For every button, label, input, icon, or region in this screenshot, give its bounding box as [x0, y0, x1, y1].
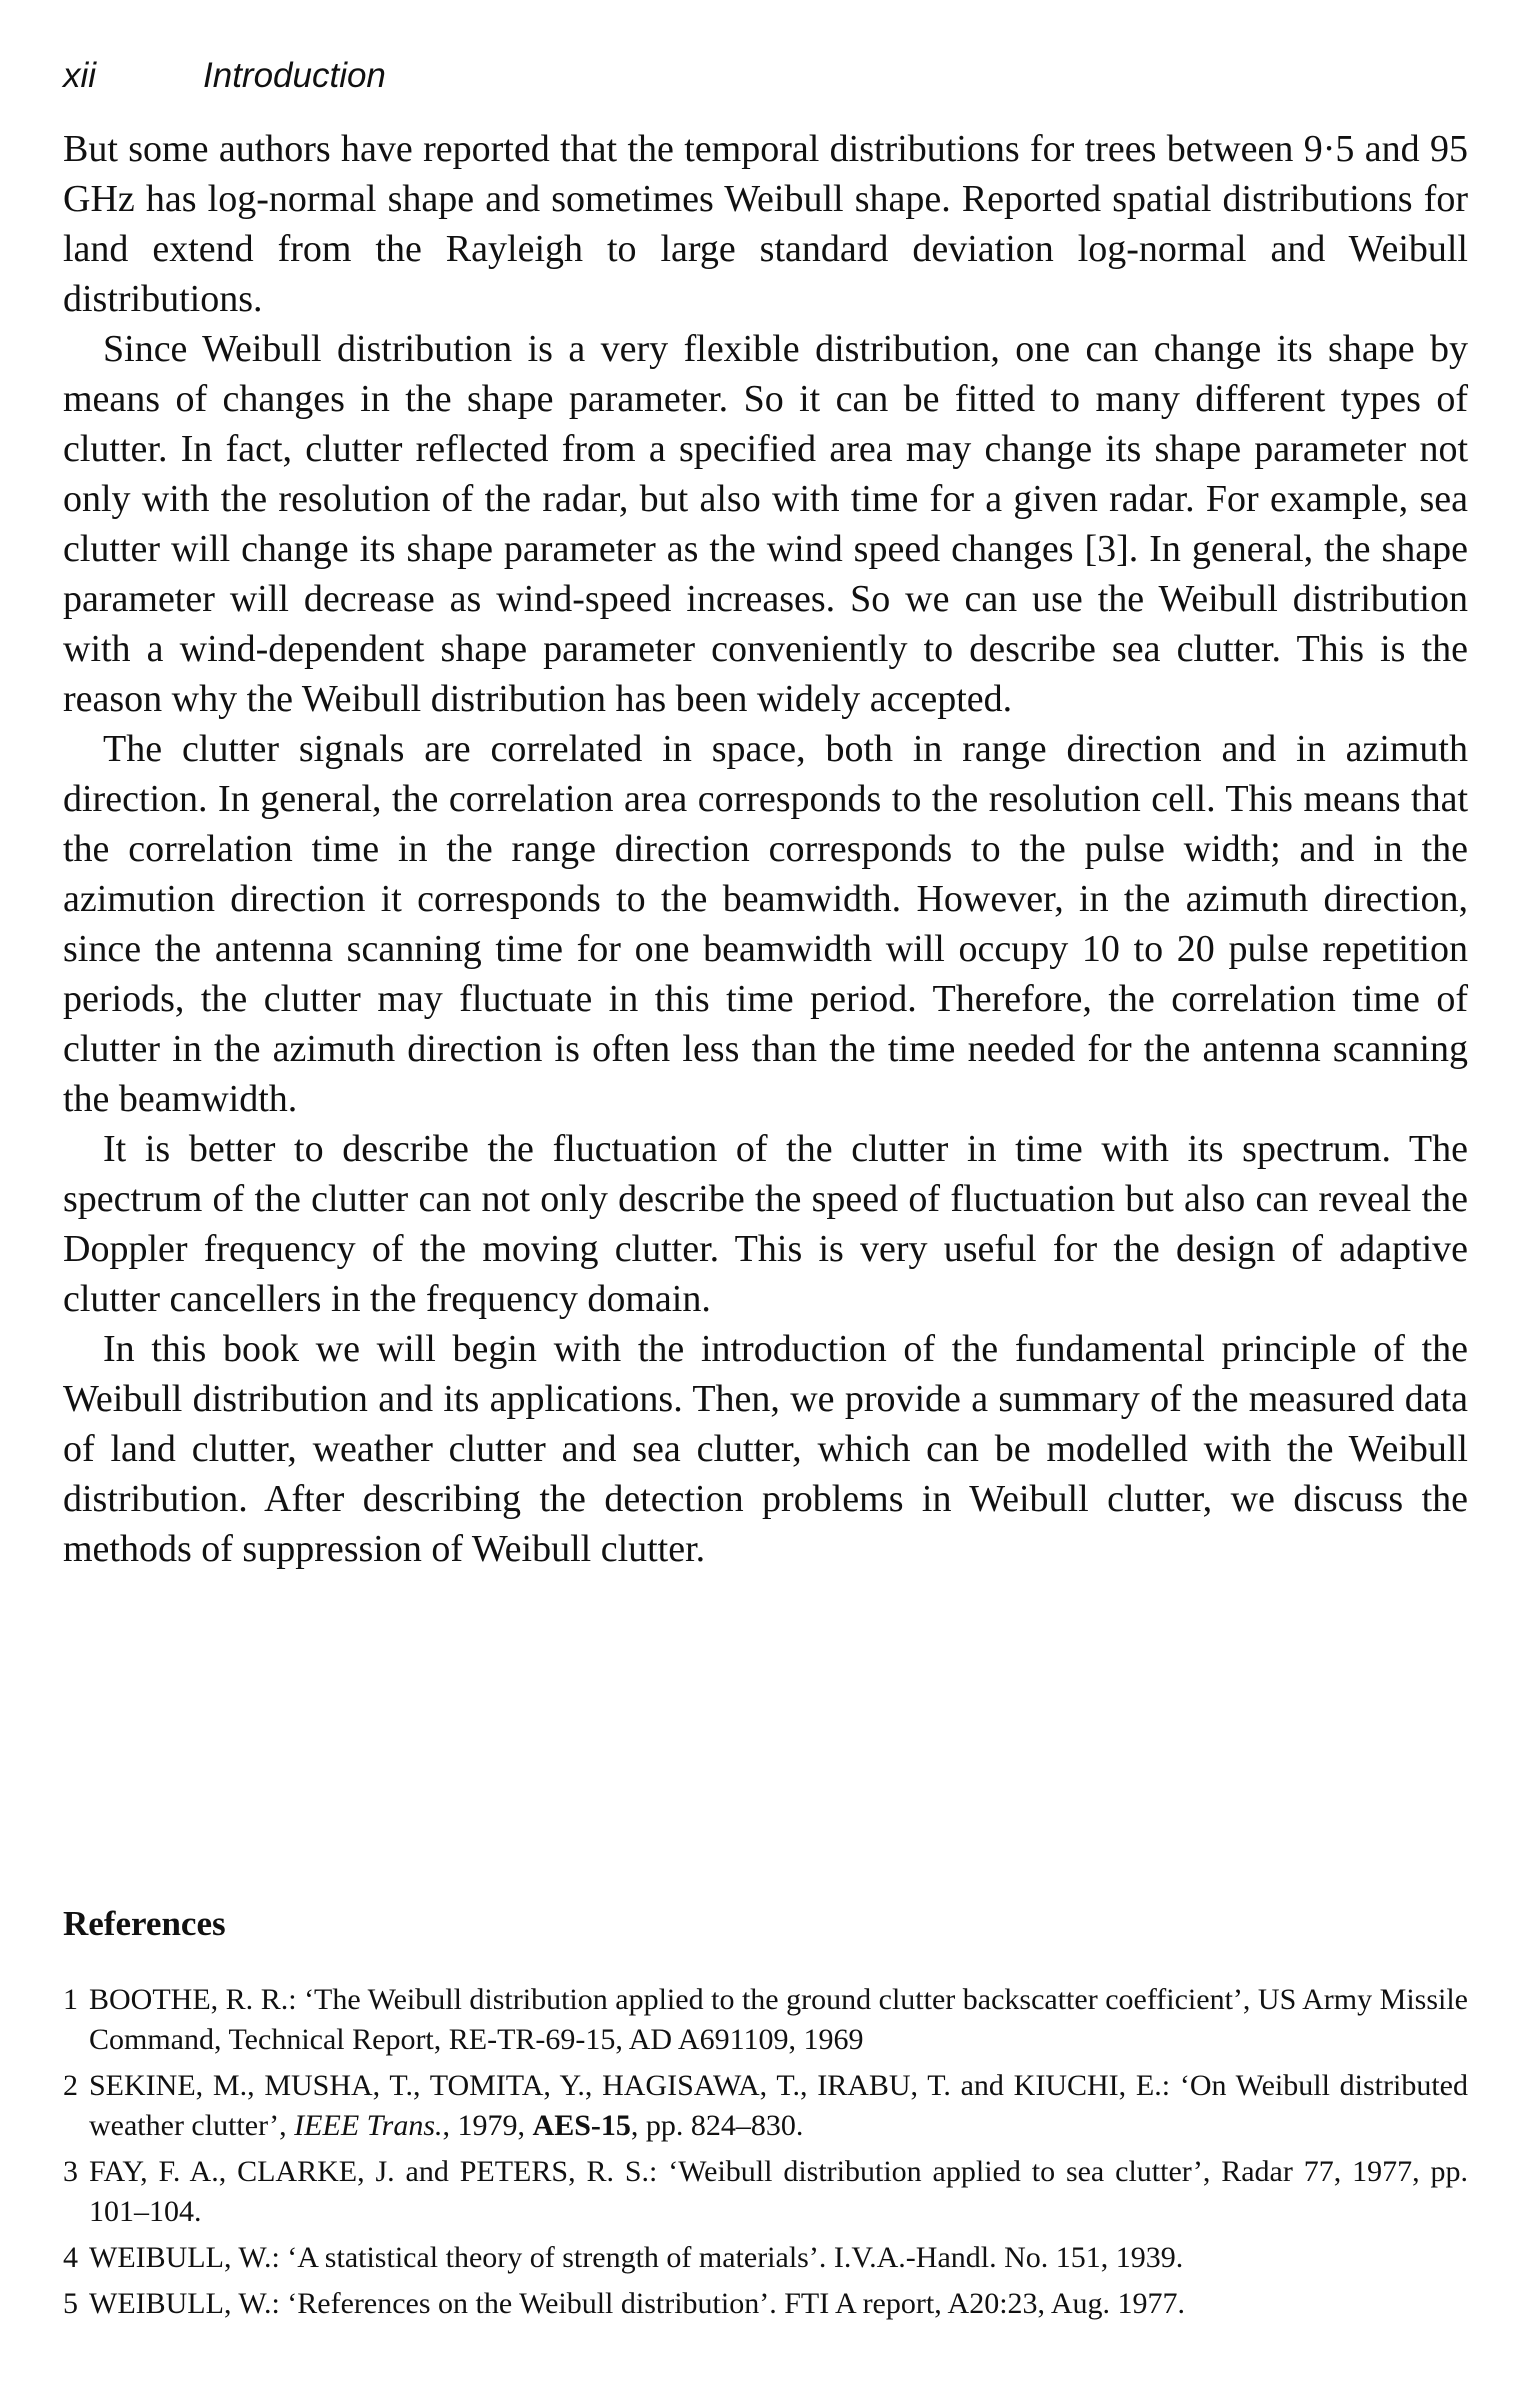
journal-title: IEEE Trans.: [294, 2109, 443, 2142]
paragraph: The clutter signals are correlated in space, both in range direction and in azimuth direction. In general, the correlation area corresponds to the resolution cell. This means that the correlation time in the range direction corresponds to the pulse width; and in the azimution direction it corresponds to the beamwidth. However, in the azimuth direction, since the antenna scanning time for one beamwidth will occupy 10 to 20 pulse repetition periods, the clutter may fluctuate in this time period. Therefore, the correlation time of clutter in the azimuth direction is often less than the time needed for the antenna scanning the beamwidth.: [63, 728, 1468, 1120]
reference-text: WEIBULL, W.: ‘A statistical theory of strength of materials’. I.V.A.-Handl. No. 151, 1939.: [89, 2241, 1184, 2274]
paragraph: It is better to describe the fluctuation of the clutter in time with its spectrum. The spectrum of the clutter can not only describe the speed of fluctuation but also can reveal the Doppler frequency of the moving clutter. This is very useful for the design of adaptive clutter cancellers in the frequency domain.: [63, 1128, 1468, 1320]
reference-number: 2: [63, 2069, 78, 2102]
reference-item: [63, 2284, 1468, 2324]
paragraph: In this book we will begin with the introduction of the fundamental principle of the Weibull distribution and its applications. Then, we provide a summary of the measured data of land clutter, weather clutter and sea clutter, which can be modelled with the Weibull distribution. After describing the detection problems in Weibull clutter, we discuss the methods of suppression of Weibull clutter.: [63, 1328, 1468, 1570]
reference-number: 1: [63, 1983, 78, 2016]
reference-number: 4: [63, 2241, 78, 2274]
paragraph: But some authors have reported that the temporal distributions for trees between 9·5 and 95 GHz has log-normal shape and sometimes Weibull shape. Reported spatial distributions for land extend from the Rayleigh to large standard deviation log-normal and Weibull distributions.: [63, 128, 1468, 320]
reference-item: [63, 2066, 1468, 2146]
journal-volume: AES-15: [532, 2109, 631, 2142]
reference-text: BOOTHE, R. R.: ‘The Weibull distribution applied to the ground clutter backscatter coefficient’, US Army Missile Command, Technical Report, RE-TR-69-15, AD A691109, 1969: [89, 1983, 1468, 2056]
chapter-title: Introduction: [203, 56, 386, 95]
reference-item: [63, 2152, 1468, 2232]
reference-number: 5: [63, 2287, 78, 2320]
paragraph: Since Weibull distribution is a very flexible distribution, one can change its shape by means of changes in the shape parameter. So it can be fitted to many different types of clutter. In fact, clutter reflected from a specified area may change its shape parameter not only with the resolution of the radar, but also with time for a given radar. For example, sea clutter will change its shape parameter as the wind speed changes [3]. In general, the shape parameter will decrease as wind-speed increases. So we can use the Weibull distribution with a wind-dependent shape parameter conveniently to describe sea clutter. This is the reason why the Weibull distribution has been widely accepted.: [63, 328, 1468, 720]
page-number: xii: [63, 56, 97, 95]
reference-text: , 1979,: [442, 2109, 533, 2142]
reference-text: WEIBULL, W.: ‘References on the Weibull distribution’. FTI A report, A20:23, Aug. 1977.: [89, 2287, 1186, 2320]
reference-item: [63, 1980, 1468, 2060]
reference-number: 3: [63, 2155, 78, 2188]
reference-text: , pp. 824–830.: [630, 2109, 804, 2142]
running-head: [63, 52, 386, 100]
references-heading: References: [63, 1904, 226, 1943]
body-text: [63, 124, 1468, 1574]
references-list: [63, 1980, 1468, 2330]
reference-item: [63, 2238, 1468, 2278]
reference-text: FAY, F. A., CLARKE, J. and PETERS, R. S.: ‘Weibull distribution applied to sea clutter’, Radar 77, 1977, pp. 101–104.: [89, 2155, 1468, 2228]
reference-text: SEKINE, M., MUSHA, T., TOMITA, Y., HAGISAWA, T., IRABU, T. and KIUCHI, E.: ‘On Weibull distributed weather clutter’,: [89, 2069, 1468, 2142]
